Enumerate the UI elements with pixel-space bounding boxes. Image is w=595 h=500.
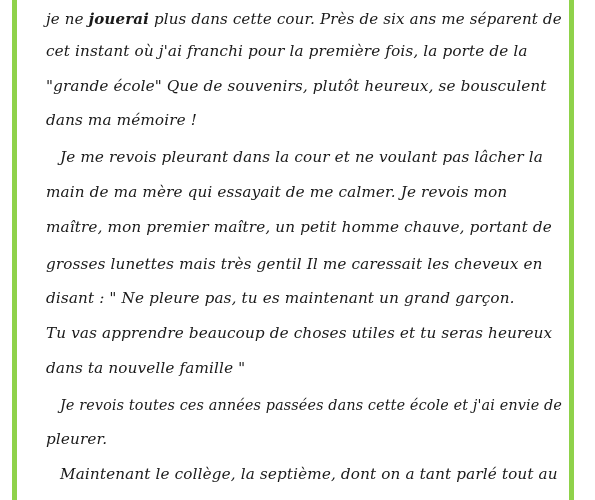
text-segment: je ne — [46, 10, 89, 28]
text-line-10: Tu vas apprendre beaucoup de choses utiles et tu seras heureux — [46, 324, 553, 342]
text-line-13: pleurer. — [46, 430, 108, 448]
text-line-12: Je revois toutes ces années passées dans cette école et j'ai envie de — [60, 396, 563, 414]
text-line-14: Maintenant le collège, la septième, dont on a tant parlé tout au — [60, 465, 558, 483]
page-border-left — [12, 0, 17, 500]
text-line-2: cet instant où j'ai franchi pour la première fois, la porte de la — [46, 42, 528, 60]
text-line-3: "grande école" Que de souvenirs, plutôt heureux, se bousculent — [46, 77, 547, 95]
text-segment: plus dans cette cour. Près de six ans me séparent de — [149, 10, 562, 28]
page-border-right — [569, 0, 574, 500]
text-line-11: dans ta nouvelle famille " — [46, 359, 246, 377]
text-line-1 — [46, 6, 562, 32]
text-line-9: disant : " Ne pleure pas, tu es maintenant un grand garçon. — [46, 289, 515, 307]
text-line-4: dans ma mémoire ! — [46, 111, 197, 129]
text-line-6: main de ma mère qui essayait de me calmer. Je revois mon — [46, 183, 508, 201]
emphasized-word: jouerai — [88, 10, 150, 28]
text-line-5: Je me revois pleurant dans la cour et ne voulant pas lâcher la — [60, 148, 543, 166]
text-line-7: maître, mon premier maître, un petit homme chauve, portant de — [46, 218, 552, 236]
text-line-8: grosses lunettes mais très gentil Il me caressait les cheveux en — [46, 255, 543, 273]
